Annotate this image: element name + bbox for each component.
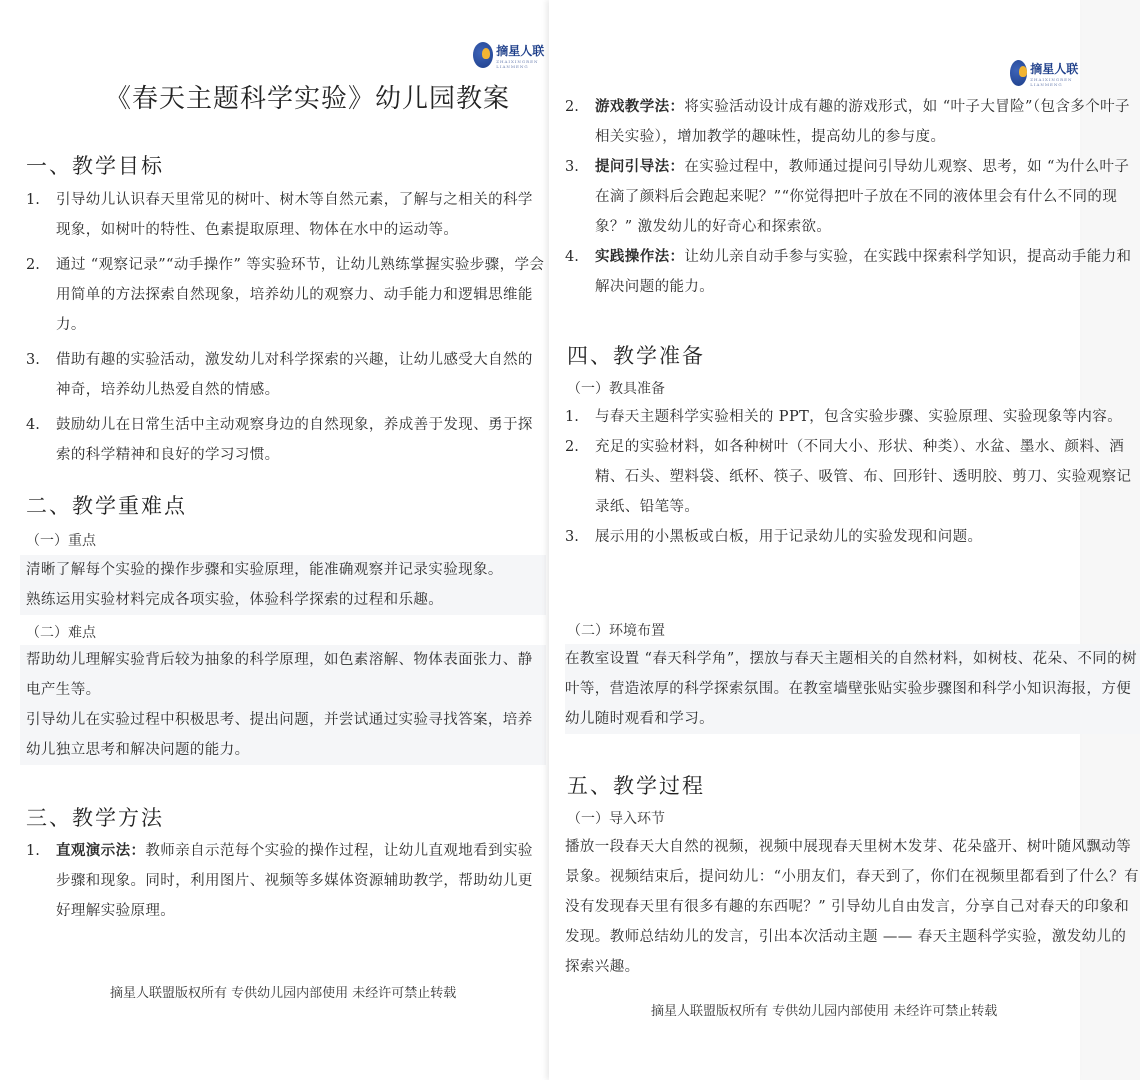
subheading-introduction: （一）导入环节 (567, 811, 665, 827)
list-item: 4. 实践操作法：让幼儿亲自动手参与实验，在实践中探索科学知识，提高动手能力和解决问题的能力。 (565, 248, 1132, 295)
document-page-left (0, 0, 556, 1080)
paragraph: 引导幼儿在实验过程中积极思考、提出问题，并尝试通过实验寻找答案，培养幼儿独立思考和解决问题的能力。 (26, 712, 533, 758)
star-logo-icon (1010, 60, 1027, 86)
paragraph: 清晰了解每个实验的操作步骤和实验原理，能准确观察并记录实验现象。 (26, 562, 503, 578)
brand-text: 摘星人联 ZHAIXINGREN LIANMENG (1030, 62, 1079, 87)
list-item: 1. 与春天主题科学实验相关的 PPT，包含实验步骤、实验原理、实验现象等内容。 (565, 409, 1123, 425)
section-heading-methods: 三、教学方法 (26, 806, 164, 830)
section-heading-process: 五、教学过程 (567, 774, 705, 798)
list-item: 2. 充足的实验材料，如各种树叶（不同大小、形状、种类）、水盆、墨水、颜料、酒精、石头、塑料袋、纸杯、筷子、吸管、布、回形针、透明胶、剪刀、实验观察记录纸、铅笔等。 (565, 439, 1132, 515)
methods-list (26, 836, 544, 926)
list-item: 3. 提问引导法：在实验过程中，教师通过提问引导幼儿观察、思考，如 “为什么叶子在滴了颜料后会跑起来呢？”“你觉得把叶子放在不同的液体里会有什么不同的现象？” 激发幼儿的好奇心和探索欲。 (565, 158, 1130, 235)
list-item: 3. 展示用的小黑板或白板，用于记录幼儿的实验发现和问题。 (565, 529, 983, 545)
subheading-environment: （二）环境布置 (567, 623, 665, 639)
page-footer: 摘星人联盟版权所有 专供幼儿园内部使用 未经许可禁止转载 (110, 986, 457, 1001)
introduction-paragraph: 播放一段春天大自然的视频，视频中展现春天里树木发芽、花朵盛开、树叶随风飘动等景象。视频结束后，提问幼儿：“小朋友们，春天到了，你们在视频里都看到了什么？有没有发现春天里有很多有趣的东西呢？” 引导幼儿自由发言，分享自己对春天的印象和发现。教师总结幼儿的发言，引出本次活动主题 —— 春天主题科学实验，激发幼儿的探索兴趣。 (565, 839, 1140, 975)
list-item: 2. 游戏教学法：将实验活动设计成有趣的游戏形式，如 “叶子大冒险”（包含多个叶子相关实验），增加教学的趣味性，提高幼儿的参与度。 (565, 98, 1130, 145)
list-item: 1. 直观演示法：教师亲自示范每个实验的操作过程，让幼儿直观地看到实验步骤和现象。同时，利用图片、视频等多媒体资源辅助教学，帮助幼儿更好理解实验原理。 (26, 842, 533, 919)
subheading-difficult: （二）难点 (26, 625, 96, 641)
section-heading-key-points: 二、教学重难点 (26, 494, 187, 518)
list-item: 1. 引导幼儿认识春天里常见的树叶、树木等自然元素，了解与之相关的科学现象，如树叶的特性、色素提取原理、物体在水中的运动等。 (26, 192, 533, 238)
list-item: 3. 借助有趣的实验活动，激发幼儿对科学探索的兴趣，让幼儿感受大自然的神奇，培养幼儿热爱自然的情感。 (26, 352, 533, 398)
section-heading-goals: 一、教学目标 (26, 154, 164, 178)
brand-logo (473, 40, 556, 69)
list-item: 2. 通过 “观察记录”“动手操作” 等实验环节，让幼儿熟练掌握实验步骤，学会用简单的方法探索自然现象，培养幼儿的观察力、动手能力和逻辑思维能力。 (26, 257, 545, 333)
methods-list-continued (565, 92, 1140, 302)
star-logo-icon (473, 42, 493, 68)
list-item: 4. 鼓励幼儿在日常生活中主动观察身边的自然现象，养成善于发现、勇于探索的科学精神和良好的学习习惯。 (26, 417, 533, 463)
page-footer: 摘星人联盟版权所有 专供幼儿园内部使用 未经许可禁止转载 (651, 1004, 998, 1019)
subheading-teaching-aids: （一）教具准备 (567, 381, 665, 397)
brand-logo (1010, 58, 1081, 87)
paragraph: 熟练运用实验材料完成各项实验，体验科学探索的过程和乐趣。 (26, 592, 444, 608)
preparation-list (565, 402, 1140, 552)
section-heading-preparation: 四、教学准备 (567, 344, 705, 368)
paragraph: 帮助幼儿理解实验背后较为抽象的科学原理，如色素溶解、物体表面张力、静电产生等。 (26, 652, 533, 698)
document-title: 《春天主题科学实验》幼儿园教案 (105, 84, 511, 114)
environment-paragraph: 在教室设置 “春天科学角”，摆放与春天主题相关的自然材料，如树枝、花朵、不同的树叶等，营造浓厚的科学探索氛围。在教室墙壁张贴实验步骤图和科学小知识海报，方便幼儿随时观看和学习。 (565, 644, 1140, 734)
brand-text: 摘星人联 ZHAIXINGREN LIANMENG (496, 44, 545, 69)
subheading-key: （一）重点 (26, 533, 96, 549)
goals-list (26, 185, 546, 470)
difficult-points-block (20, 645, 546, 765)
key-points-block (20, 555, 546, 615)
document-page-right (549, 0, 1140, 1080)
